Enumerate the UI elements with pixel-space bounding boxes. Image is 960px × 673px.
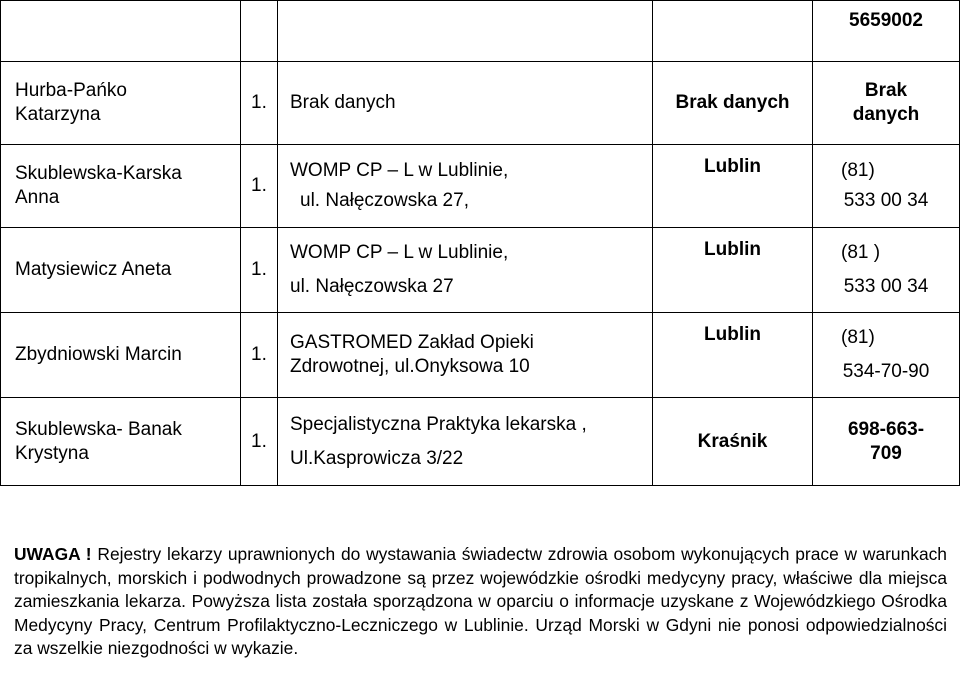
name-cell xyxy=(1,398,241,486)
phone-line: Brak xyxy=(864,80,908,101)
institution-cell xyxy=(278,398,653,486)
phone-line: (81) xyxy=(841,327,875,348)
name-cell: Zbydniowski Marcin xyxy=(1,313,241,398)
empty-cell xyxy=(241,1,278,62)
institution-line: Specjalistyczna Praktyka lekarska , xyxy=(290,413,587,435)
header-phone xyxy=(813,1,960,62)
phone-cell xyxy=(813,145,960,228)
phone-cell xyxy=(813,62,960,145)
phone-line: 533 00 34 xyxy=(843,276,929,297)
institution-line: ul. Nałęczowska 27, xyxy=(300,190,469,211)
name-line: Katarzyna xyxy=(15,104,101,125)
city-cell: Lublin xyxy=(653,228,813,313)
city-cell: Brak danych xyxy=(653,62,813,145)
phone-cell xyxy=(813,398,960,486)
city-cell: Lublin xyxy=(653,145,813,228)
institution-line: WOMP CP – L w Lublinie, xyxy=(290,160,509,181)
name-cell: Matysiewicz Aneta xyxy=(1,228,241,313)
number-cell: 1. xyxy=(241,398,278,486)
institution-line: ul. Nałęczowska 27 xyxy=(290,276,454,297)
institution-line: WOMP CP – L w Lublinie, xyxy=(290,242,509,263)
institution-line: Ul.Kasprowicza 3/22 xyxy=(290,447,464,469)
institution-line: Brak danych xyxy=(290,92,396,113)
phone-cell xyxy=(813,228,960,313)
header-phone-value: 5659002 xyxy=(849,10,923,31)
name-cell xyxy=(1,145,241,228)
table-row xyxy=(1,145,960,228)
notice-paragraph xyxy=(14,543,947,661)
table-row xyxy=(1,228,960,313)
city-cell: Lublin xyxy=(653,313,813,398)
notice-label: UWAGA ! xyxy=(14,544,92,565)
empty-cell xyxy=(653,1,813,62)
name-line: Skublewska-Karska xyxy=(15,163,182,184)
table-row xyxy=(1,398,960,486)
institution-cell xyxy=(278,62,653,145)
table-row xyxy=(1,62,960,145)
phone-line: danych xyxy=(852,104,920,125)
name-line: Skublewska- Banak xyxy=(15,418,182,440)
empty-cell xyxy=(1,1,241,62)
phone-line: 534-70-90 xyxy=(842,361,930,382)
institution-line: Zdrowotnej, ul.Onyksowa 10 xyxy=(290,356,530,377)
institution-line: GASTROMED Zakład Opieki xyxy=(290,332,534,353)
institution-cell xyxy=(278,313,653,398)
phone-line: 709 xyxy=(870,442,902,464)
phone-line: 533 00 34 xyxy=(843,190,929,211)
phone-line: (81 ) xyxy=(841,242,881,263)
number-cell: 1. xyxy=(241,228,278,313)
table-row-header xyxy=(1,1,960,62)
phone-cell xyxy=(813,313,960,398)
city-cell: Kraśnik xyxy=(653,398,813,486)
name-line: Krystyna xyxy=(15,442,89,464)
number-cell: 1. xyxy=(241,62,278,145)
notice-text: Rejestry lekarzy uprawnionych do wystawania świadectw zdrowia osobom wykonujących prace w warunkach tropikalnych, morskich i podwodnych prowadzone są przez wojewódzkie ośrodki medycyny pracy, właściwe dla miejsca zamieszkania lekarza. Powyższa lista została sporządzona w oparciu o informacje uzyskane z Wojewódzkiego Ośrodka Medycyny Pracy, Centrum Profilaktyczno-Leczniczego w Lublinie. Urząd Morski w Gdyni nie ponosi odpowiedzialności za wszelkie niezgodności w wykazie. xyxy=(14,544,947,659)
number-cell: 1. xyxy=(241,313,278,398)
institution-cell xyxy=(278,228,653,313)
name-line: Anna xyxy=(15,187,60,208)
number-cell: 1. xyxy=(241,145,278,228)
phone-line: 698-663- xyxy=(847,418,925,440)
phone-line: (81) xyxy=(841,160,875,181)
empty-cell xyxy=(278,1,653,62)
table-row xyxy=(1,313,960,398)
institution-cell xyxy=(278,145,653,228)
name-cell xyxy=(1,62,241,145)
name-line: Hurba-Pańko xyxy=(15,80,127,101)
